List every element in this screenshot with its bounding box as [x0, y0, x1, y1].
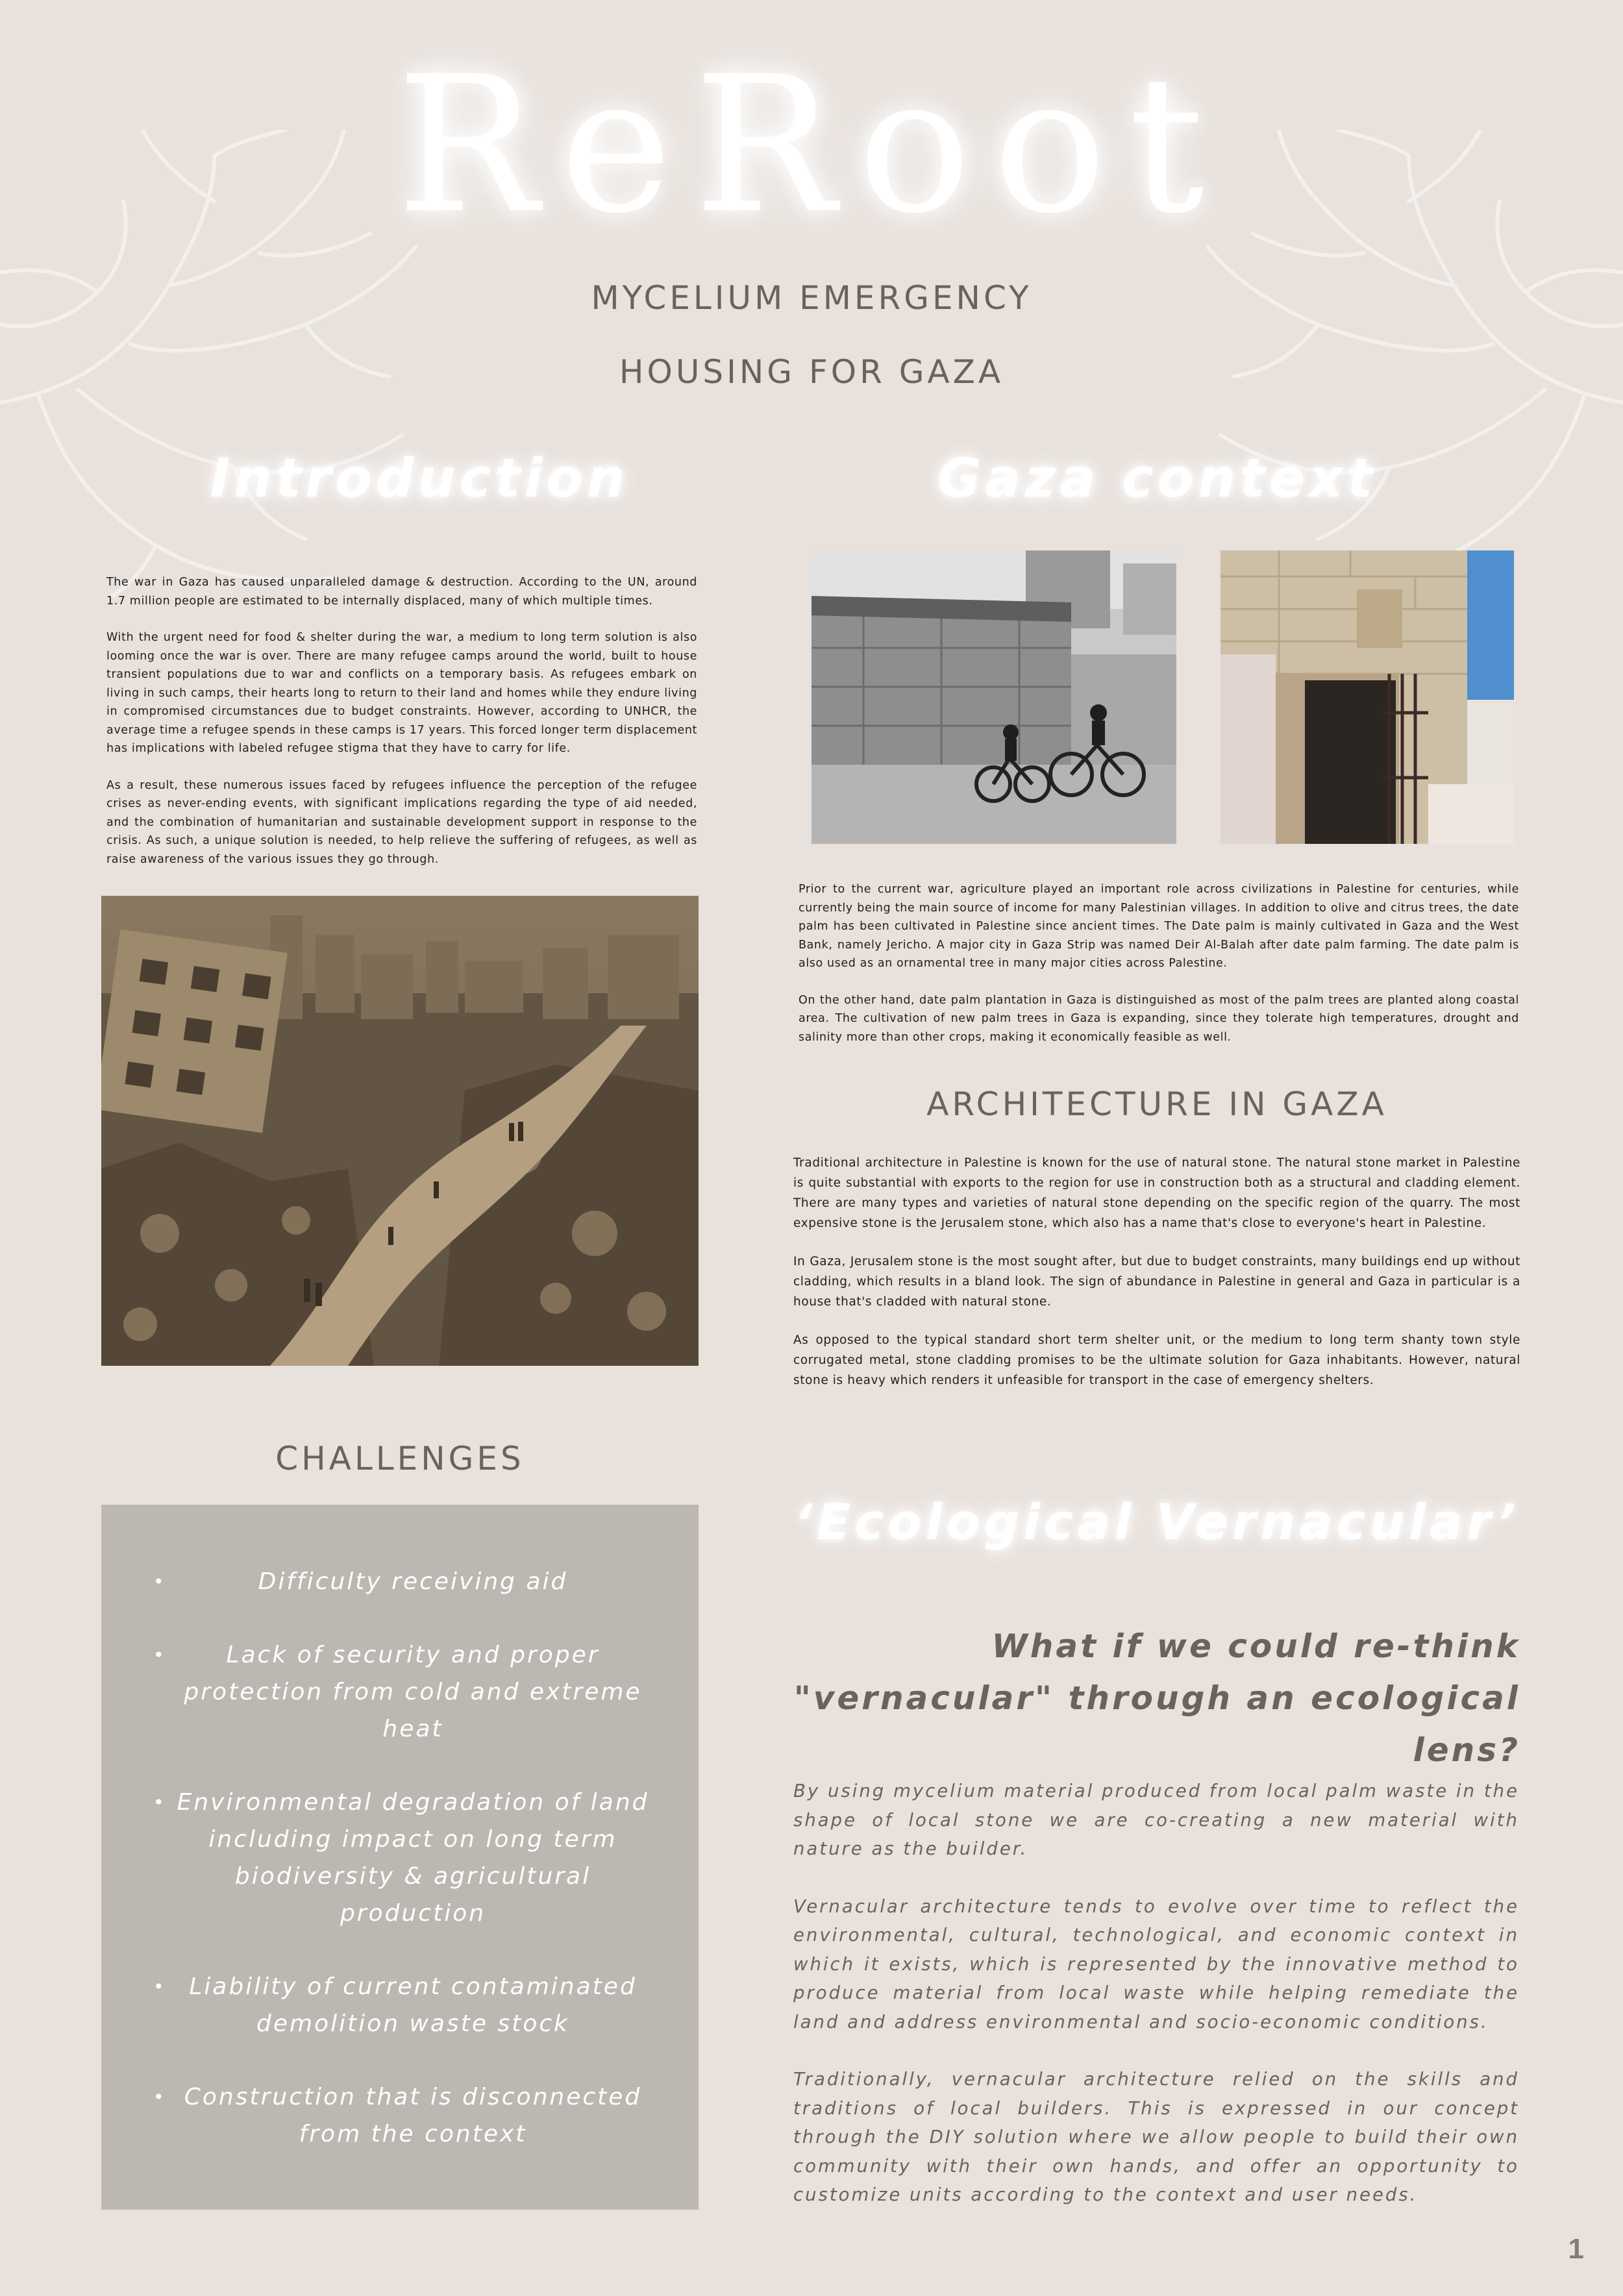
introduction-paragraph: With the urgent need for food & shelter during the war, a medium to long term solution is also looming once the war is over. There are many refugee camps around the world, built to house transient populations due to war and conflicts on a temporary basis. As refugees embark on living in such camps, their hearts long to return to their land and homes while they endure living in compromised circumstances due to budget constraints. However, according to UNHCR, the average time a refugee spends in these camps is 17 years. This forced longer term displacement has implications with labeled refugee stigma that they have to carry for life. [106, 631, 697, 755]
bullet-icon: • [153, 1644, 166, 1666]
ecological-paragraph: Vernacular architecture tends to evolve over time to reflect the environmental, cultural, technological, and economic context in which it exists, which is represented by the innovative method to produce material from local waste while helping remediate the land and address environmental and socio-economic conditions. [793, 1895, 1519, 2032]
architecture-paragraph: In Gaza, Jerusalem stone is the most sought after, but due to budget constraints, many buildings end up without cladding, which results in a bland look. The sign of abundance in Palestine in general and Gaza in particular is a house that's cladded with natural stone. [793, 1255, 1520, 1309]
ecological-question: What if we could re-think "vernacular" through an ecological lens? [793, 1627, 1520, 1769]
architecture-text [793, 1153, 1520, 1409]
bullet-icon: • [153, 1792, 166, 1813]
subtitle-line-2: HOUSING FOR GAZA [619, 353, 1004, 391]
architecture-heading: ARCHITECTURE IN GAZA [926, 1085, 1387, 1123]
challenge-text: Liability of current contaminated demolition waste stock [189, 1973, 637, 2037]
ecological-paragraph: By using mycelium material produced from local palm waste in the shape of local stone we are co-creating a new material with nature as the builder. [793, 1781, 1519, 1859]
introduction-paragraph: The war in Gaza has caused unparalleled damage & destruction. According to the UN, around 1.7 million people are estimated to be internally displaced, many of which multiple times. [106, 576, 697, 608]
challenge-text: Lack of security and proper protection from cold and extreme heat [184, 1642, 642, 1742]
challenge-item [153, 1968, 660, 2042]
page-number: 1 [1568, 2233, 1584, 2265]
challenges-heading: CHALLENGES [275, 1440, 525, 1477]
gaza-context-paragraph: On the other hand, date palm plantation in Gaza is distinguished as most of the palm trees are planted along coastal area. The cultivation of new palm trees in Gaza is expanding, since they tolerate high temperatures, drought and salinity more than other crops, making it economically feasible as well. [799, 993, 1519, 1044]
stone-doorway-photo [1220, 550, 1514, 844]
challenge-item [153, 1784, 660, 1932]
subtitle-line-1: MYCELIUM EMERGENCY [591, 279, 1032, 317]
introduction-heading: Introduction [210, 448, 629, 510]
gaza-context-paragraph: Prior to the current war, agriculture played an important role across civilizations in Palestine for centuries, while currently being the main source of income for many Palestinian villages. In addition to olive and citrus trees, the date palm has been cultivated in Palestine since ancient times. The Date palm is mainly cultivated in Gaza and the West Bank, namely Jericho. A major city in Gaza Strip was named Deir Al-Balah after date palm farming. The date palm is also used as an ornamental tree in many major cities across Palestine. [799, 883, 1519, 970]
challenge-item [153, 2079, 660, 2153]
challenge-text: Construction that is disconnected from the context [184, 2084, 642, 2147]
bullet-icon: • [153, 1976, 166, 1997]
challenge-text: Environmental degradation of land including impact on long term biodiversity & agricultural production [177, 1789, 649, 1927]
gaza-context-text [799, 880, 1519, 1065]
architecture-paragraph: As opposed to the typical standard short term shelter unit, or the medium to long term shanty town style corrugated metal, stone cladding promises to be the ultimate solution for Gaza inhabitants. However, natural stone is heavy which renders it unfeasible for transport in the case of emergency shelters. [793, 1333, 1520, 1387]
challenges-list [101, 1505, 699, 2153]
challenge-item [153, 1636, 660, 1747]
challenge-item [153, 1563, 660, 1600]
introduction-text [106, 573, 697, 887]
challenges-box [101, 1505, 699, 2210]
destroyed-city-photo [101, 896, 699, 1366]
introduction-paragraph: As a result, these numerous issues faced by refugees influence the perception of the refugee crises as never-ending events, with significant implications regarding the type of aid needed, and the combination of humanitarian and sustainable development support in response to the crisis. As such, a unique solution is needed, to help relieve the suffering of refugees, as well as raise awareness of the various issues they go through. [106, 778, 697, 866]
gaza-context-heading: Gaza context [937, 448, 1377, 510]
bullet-icon: • [153, 2086, 166, 2108]
ecological-paragraph: Traditionally, vernacular architecture relied on the skills and traditions of local builders. This is expressed in our concept through the DIY solution where we allow people to build their own community with their own hands, and offer an opportunity to customize units according to the context and user needs. [793, 2069, 1519, 2205]
bullet-icon: • [153, 1571, 166, 1592]
ecological-vernacular-heading: ‘Ecological Vernacular’ [794, 1493, 1520, 1551]
ecological-text [793, 1777, 1519, 2238]
children-cycling-photo [812, 550, 1176, 844]
challenge-text: Difficulty receiving aid [258, 1568, 568, 1595]
architecture-paragraph: Traditional architecture in Palestine is known for the use of natural stone. The natural stone market in Palestine is quite substantial with exports to the region for use in construction both as a structural and cladding element. There are many types and varieties of natural stone depending on the specific region of the quarry. The most expensive stone is the Jerusalem stone, which also has a name that's close to everyone's heart in Palestine. [793, 1156, 1520, 1230]
main-title: ReRoot [396, 36, 1227, 255]
